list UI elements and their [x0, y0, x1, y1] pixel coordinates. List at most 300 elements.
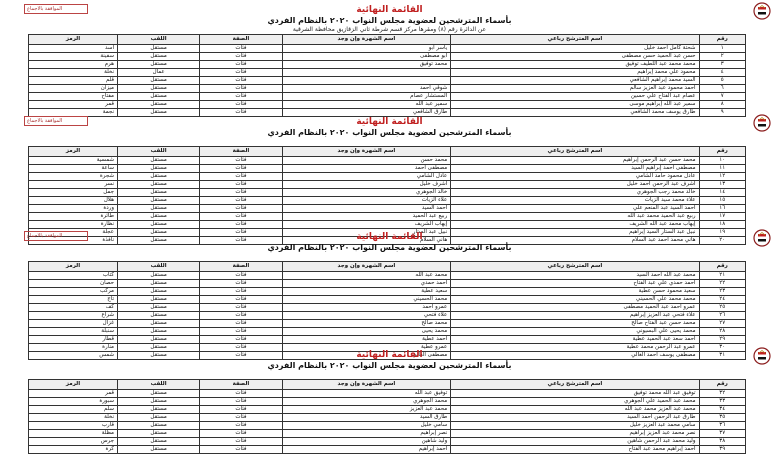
table-cell: فئات	[200, 157, 282, 165]
table-cell: مستقل	[118, 85, 200, 93]
column-header: اسم المترشح رباعي	[451, 380, 699, 390]
table-row	[29, 280, 746, 288]
table-cell: قلم	[29, 77, 118, 85]
table-cell: نصر محمد عبد العزيز إبراهيم	[451, 430, 699, 438]
table-row	[29, 85, 746, 93]
table-cell: مستقل	[118, 288, 200, 296]
table-cell: مستقل	[118, 438, 200, 446]
table-cell: عمرو عبد الرحمن محمد عطية	[451, 344, 699, 352]
table-cell: محمد عبد الحميد علي الجوهري	[451, 398, 699, 406]
candidates-table	[28, 379, 746, 454]
table-cell: فئات	[200, 189, 282, 197]
table-cell: طارق يوسف محمد الشافعي	[451, 109, 699, 117]
table-row	[29, 304, 746, 312]
table-cell: ٢٢	[699, 280, 745, 288]
table-cell: ١٢	[699, 173, 745, 181]
table-cell: مستقل	[118, 53, 200, 61]
table-cell: محمد محمد عبد اللطيف توفيق	[451, 61, 699, 69]
table-cell: ٢٦	[699, 312, 745, 320]
table-cell: مستقل	[118, 296, 200, 304]
table-cell: ٣	[699, 61, 745, 69]
table-cell: مصطفى الغالي	[282, 352, 451, 360]
table-cell: وردة	[29, 205, 118, 213]
table-cell: نجمة	[29, 109, 118, 117]
table-cell: سامي محمد عبد العزيز خليل	[451, 422, 699, 430]
table-cell: مستقل	[118, 336, 200, 344]
table-cell: ٧	[699, 93, 745, 101]
stamp-text: الموافقة بالاجماع	[27, 233, 63, 239]
table-cell: مفتاح	[29, 93, 118, 101]
list-subtitle: بأسماء المترشحين لعضوية مجلس النواب ٢٠٢٠ بالنظام الفردي	[267, 243, 512, 252]
table-cell: نصر إبراهيم	[282, 430, 451, 438]
table-cell: ربيع عبد الحميد	[282, 213, 451, 221]
column-header: الصفة	[200, 147, 282, 157]
table-cell: محمد الجوهري	[282, 398, 451, 406]
table-cell: محمد عبد الله أحمد السيد	[451, 272, 699, 280]
table-cell: فئات	[200, 280, 282, 288]
table-cell: شجرة	[29, 173, 118, 181]
table-cell: قمر	[29, 390, 118, 398]
candidates-table	[28, 34, 746, 117]
table-cell: مصطفى أحمد إبراهيم السيد	[451, 165, 699, 173]
table-cell: علاء محمد سيد الزيات	[451, 197, 699, 205]
table-cell: خالد محمد رجب الجوهري	[451, 189, 699, 197]
table-cell: ٥	[699, 77, 745, 85]
table-cell: ربيع عبد الحميد محمد عبد الله	[451, 213, 699, 221]
table-cell: علاء فتحي	[282, 312, 451, 320]
table-row	[29, 61, 746, 69]
table-row	[29, 320, 746, 328]
table-row	[29, 165, 746, 173]
table-cell: فئات	[200, 53, 282, 61]
table-cell: فئات	[200, 446, 282, 454]
table-cell: فئات	[200, 438, 282, 446]
table-cell: مستقل	[118, 165, 200, 173]
table-cell: مستقل	[118, 205, 200, 213]
table-row	[29, 53, 746, 61]
table-cell	[282, 69, 451, 77]
table-cell: ميزان	[29, 85, 118, 93]
table-cell: فئات	[200, 221, 282, 229]
table-cell: فئات	[200, 320, 282, 328]
table-cell: وليد شاهين	[282, 438, 451, 446]
column-header: الرمز	[29, 380, 118, 390]
table-cell: فئات	[200, 109, 282, 117]
table-cell: أشرف خليل	[282, 181, 451, 189]
column-header: اسم الشهرة وإن وجد	[282, 380, 451, 390]
table-row	[29, 422, 746, 430]
table-cell: سامي خليل	[282, 422, 451, 430]
table-cell: إيهاب محمد عبد الله الشريف	[451, 221, 699, 229]
table-row	[29, 312, 746, 320]
column-header: رقم	[699, 35, 745, 45]
table-cell: مستقل	[118, 312, 200, 320]
table-cell: قمر	[29, 101, 118, 109]
table-cell: ٣٧	[699, 430, 745, 438]
table-cell: شراع	[29, 312, 118, 320]
table-cell: أحمد سعد عبد الحميد عطية	[451, 336, 699, 344]
list-title: القائمة النهائية	[356, 350, 423, 360]
table-cell: أحمد محمود عبد العزيز سالم	[451, 85, 699, 93]
table-cell: مستقل	[118, 221, 200, 229]
table-cell: محمد عبد الله	[282, 272, 451, 280]
table-cell: فئات	[200, 61, 282, 69]
table-row	[29, 77, 746, 85]
table-cell: مستقل	[118, 344, 200, 352]
table-cell: قارب	[29, 422, 118, 430]
table-cell: شحتة كامل أحمد خليل	[451, 45, 699, 53]
table-row	[29, 173, 746, 181]
table-cell: ٢٠	[699, 237, 745, 245]
table-cell: محمد حسن	[282, 157, 451, 165]
candidates-table	[28, 261, 746, 360]
table-cell: مستقل	[118, 446, 200, 454]
table-cell: كرة	[29, 446, 118, 454]
table-cell: سمير عبد الله	[282, 101, 451, 109]
table-cell: نبيل عبد الستار السيد إبراهيم	[451, 229, 699, 237]
table-row	[29, 45, 746, 53]
column-header: اسم المترشح رباعي	[451, 262, 699, 272]
table-cell: مستقل	[118, 93, 200, 101]
table-cell: ٩	[699, 109, 745, 117]
table-cell: ٤	[699, 69, 745, 77]
table-cell: مستقل	[118, 197, 200, 205]
table-cell: محمود علي محمد إبراهيم	[451, 69, 699, 77]
table-cell: عمال	[118, 69, 200, 77]
table-cell: المستشار عصام	[282, 93, 451, 101]
column-header: الصفة	[200, 35, 282, 45]
table-cell: عمرو عطية	[282, 344, 451, 352]
table-row	[29, 221, 746, 229]
column-header: اللقب	[118, 147, 200, 157]
table-cell: محمد توفيق	[282, 61, 451, 69]
table-cell: ٣٥	[699, 414, 745, 422]
list-title: القائمة النهائية	[356, 117, 423, 127]
table-cell: مستقل	[118, 189, 200, 197]
list-subtitle: بأسماء المترشحين لعضوية مجلس النواب ٢٠٢٠ بالنظام الفردي	[267, 361, 512, 370]
column-header: اللقب	[118, 262, 200, 272]
table-cell: ١١	[699, 165, 745, 173]
table-cell: فئات	[200, 344, 282, 352]
table-cell: توفيق عبد الله محمد توفيق	[451, 390, 699, 398]
table-cell: مستقل	[118, 406, 200, 414]
table-row	[29, 93, 746, 101]
table-cell: مستقل	[118, 328, 200, 336]
table-cell: ٣٣	[699, 398, 745, 406]
table-cell: مستقل	[118, 414, 200, 422]
table-cell: هرم	[29, 61, 118, 69]
table-cell: ياسر ابو	[282, 45, 451, 53]
table-cell: نظارة	[29, 221, 118, 229]
table-cell: فئات	[200, 288, 282, 296]
table-cell: فئات	[200, 390, 282, 398]
table-cell: محمد حسن عبد الفتاح صالح	[451, 320, 699, 328]
table-cell: فئات	[200, 398, 282, 406]
table-row	[29, 288, 746, 296]
table-cell: ٣٠	[699, 344, 745, 352]
table-header-row	[29, 35, 746, 45]
table-cell: ٢٣	[699, 288, 745, 296]
table-cell: عمرو أحمد	[282, 304, 451, 312]
table-cell: أحمد حمدي علي عبد الفتاح	[451, 280, 699, 288]
table-cell: ١	[699, 45, 745, 53]
column-header: رقم	[699, 147, 745, 157]
table-cell: شوقي أحمد	[282, 85, 451, 93]
table-cell: مستقل	[118, 272, 200, 280]
column-header: رقم	[699, 380, 745, 390]
table-cell: ٦	[699, 85, 745, 93]
table-cell: منارة	[29, 344, 118, 352]
table-cell: ٣٢	[699, 390, 745, 398]
table-cell: مستقل	[118, 352, 200, 360]
table-row	[29, 446, 746, 454]
table-cell: ٢٧	[699, 320, 745, 328]
table-cell: سفينة	[29, 53, 118, 61]
table-cell: شمسية	[29, 157, 118, 165]
table-cell: مستقل	[118, 109, 200, 117]
stamp-text: الموافقة بالاجماع	[27, 6, 63, 12]
table-row	[29, 101, 746, 109]
table-cell: ٣٤	[699, 406, 745, 414]
list-title: القائمة النهائية	[356, 232, 423, 242]
table-cell: مصطفى يوسف أحمد الغالي	[451, 352, 699, 360]
table-cell: عادل الشامي	[282, 173, 451, 181]
table-cell: ٣٩	[699, 446, 745, 454]
table-cell: أحمد إبراهيم	[282, 446, 451, 454]
table-cell: فئات	[200, 205, 282, 213]
table-cell: ٢٨	[699, 328, 745, 336]
table-row	[29, 69, 746, 77]
table-cell: هلال	[29, 197, 118, 205]
column-header: الصفة	[200, 262, 282, 272]
table-cell: مستقل	[118, 430, 200, 438]
table-cell: محمد حسن عبد الرحمن إبراهيم	[451, 157, 699, 165]
column-header: الرمز	[29, 35, 118, 45]
table-cell: سلم	[29, 406, 118, 414]
table-cell: محمد عبد العزيز محمد عبد الله	[451, 406, 699, 414]
table-cell: ١٨	[699, 221, 745, 229]
table-row	[29, 390, 746, 398]
table-cell: ٨	[699, 101, 745, 109]
table-cell: محمد يحيى	[282, 328, 451, 336]
table-cell: مستقل	[118, 45, 200, 53]
column-header: اسم المترشح رباعي	[451, 35, 699, 45]
table-row	[29, 296, 746, 304]
table-cell: فئات	[200, 328, 282, 336]
table-cell: سنبلة	[29, 328, 118, 336]
table-cell: السيد محمد إبراهيم الشافعي	[451, 77, 699, 85]
table-cell: فئات	[200, 197, 282, 205]
table-cell: نبيل عبد الستار	[282, 229, 451, 237]
table-cell: توفيق عبد الله	[282, 390, 451, 398]
table-cell: طارق عبد الرحمن أحمد السيد	[451, 414, 699, 422]
table-cell: مصطفى أحمد	[282, 165, 451, 173]
table-cell: ٣٦	[699, 422, 745, 430]
table-cell: فئات	[200, 430, 282, 438]
table-cell: مركب	[29, 288, 118, 296]
column-header: اسم الشهرة وإن وجد	[282, 262, 451, 272]
table-cell: مستقل	[118, 390, 200, 398]
table-cell: مستقل	[118, 181, 200, 189]
table-row	[29, 272, 746, 280]
table-cell: وليد محمد عبد الرحمن شاهين	[451, 438, 699, 446]
table-cell: فئات	[200, 229, 282, 237]
table-cell: ١٧	[699, 213, 745, 221]
table-cell: مستقل	[118, 101, 200, 109]
table-cell: فئات	[200, 272, 282, 280]
column-header: اسم الشهرة وإن وجد	[282, 35, 451, 45]
table-cell: أحمد إبراهيم محمد عبد الفتاح	[451, 446, 699, 454]
table-cell: كتاب	[29, 272, 118, 280]
district-info: عن الدائرة رقم (٨) ومقرها مركز قسم شرطة ثاني الزقازيق محافظة الشرقية	[292, 26, 487, 33]
table-cell: فئات	[200, 304, 282, 312]
table-cell: علاء الزيات	[282, 197, 451, 205]
table-row	[29, 406, 746, 414]
table-row	[29, 213, 746, 221]
table-cell: أحمد السيد عبد المنعم علي	[451, 205, 699, 213]
column-header: الرمز	[29, 262, 118, 272]
table-cell: ٢	[699, 53, 745, 61]
table-cell: فئات	[200, 101, 282, 109]
column-header: اللقب	[118, 35, 200, 45]
table-cell: فئات	[200, 312, 282, 320]
table-row	[29, 109, 746, 117]
table-cell: أحمد السيد	[282, 205, 451, 213]
table-cell: نخلة	[29, 69, 118, 77]
table-cell: فئات	[200, 406, 282, 414]
table-row	[29, 336, 746, 344]
table-cell: علاء فتحي عبد العزيز إبراهيم	[451, 312, 699, 320]
table-cell: ٣١	[699, 352, 745, 360]
table-cell: أحمد عطية	[282, 336, 451, 344]
candidates-table	[28, 146, 746, 245]
table-row	[29, 181, 746, 189]
table-cell: فئات	[200, 422, 282, 430]
table-cell: محمد محمد علي الحسيني	[451, 296, 699, 304]
table-cell: فئات	[200, 85, 282, 93]
table-cell: سعيد عطية	[282, 288, 451, 296]
table-cell: حسن عبد الحميد حسن مصطفى	[451, 53, 699, 61]
table-cell: فئات	[200, 414, 282, 422]
table-cell: ابو مصطفى	[282, 53, 451, 61]
table-cell: فئات	[200, 296, 282, 304]
table-row	[29, 430, 746, 438]
table-cell: طارق الشافعي	[282, 109, 451, 117]
table-cell: فئات	[200, 336, 282, 344]
table-cell: إيهاب الشريف	[282, 221, 451, 229]
table-cell: مستقل	[118, 280, 200, 288]
table-cell: مستقل	[118, 229, 200, 237]
table-cell: فئات	[200, 165, 282, 173]
table-cell: فئات	[200, 237, 282, 245]
table-header-row	[29, 380, 746, 390]
table-cell: مستقل	[118, 173, 200, 181]
table-cell: ١٣	[699, 181, 745, 189]
table-cell: ١٦	[699, 205, 745, 213]
column-header: رقم	[699, 262, 745, 272]
table-cell: ١٤	[699, 189, 745, 197]
table-cell: فئات	[200, 45, 282, 53]
table-cell: أسد	[29, 45, 118, 53]
table-row	[29, 205, 746, 213]
table-row	[29, 189, 746, 197]
table-row	[29, 398, 746, 406]
table-cell: هاني السلام	[282, 237, 451, 245]
table-header-row	[29, 262, 746, 272]
table-cell: مستقل	[118, 61, 200, 69]
table-cell: عمرو أحمد عبد الحميد مصطفى	[451, 304, 699, 312]
table-cell	[282, 77, 451, 85]
table-cell: عصام عبد الفتاح علي حسين	[451, 93, 699, 101]
table-cell: ٢٩	[699, 336, 745, 344]
table-cell: ٢١	[699, 272, 745, 280]
table-cell: ١٠	[699, 157, 745, 165]
column-header: الصفة	[200, 380, 282, 390]
column-header: اسم الشهرة وإن وجد	[282, 147, 451, 157]
table-row	[29, 157, 746, 165]
table-cell: مستقل	[118, 237, 200, 245]
table-cell: فئات	[200, 93, 282, 101]
table-cell: فئات	[200, 173, 282, 181]
table-cell: محمد صالح	[282, 320, 451, 328]
table-cell: ٣٨	[699, 438, 745, 446]
table-cell: طارق السيد	[282, 414, 451, 422]
table-cell: سبورة	[29, 398, 118, 406]
table-cell: عادل محمود حامد الشامي	[451, 173, 699, 181]
table-cell: ٢٤	[699, 296, 745, 304]
list-title: القائمة النهائية	[356, 5, 423, 15]
table-cell: ٢٥	[699, 304, 745, 312]
table-cell: قطار	[29, 336, 118, 344]
column-header: اللقب	[118, 380, 200, 390]
table-cell: جمل	[29, 189, 118, 197]
column-header: الرمز	[29, 147, 118, 157]
table-cell: مظلة	[29, 430, 118, 438]
table-cell: ١٩	[699, 229, 745, 237]
table-cell: كف	[29, 304, 118, 312]
table-row	[29, 414, 746, 422]
table-cell: مستقل	[118, 398, 200, 406]
table-cell: نافذة	[29, 237, 118, 245]
table-cell: مستقل	[118, 422, 200, 430]
stamp-text: الموافقة بالاجماع	[27, 118, 63, 124]
table-cell: فئات	[200, 77, 282, 85]
column-header: اسم المترشح رباعي	[451, 147, 699, 157]
table-cell: فئات	[200, 213, 282, 221]
table-cell: غزال	[29, 320, 118, 328]
table-cell: سعيد محمود حسن عطية	[451, 288, 699, 296]
table-cell: مستقل	[118, 77, 200, 85]
table-cell: مستقل	[118, 320, 200, 328]
table-cell: هاني محمد أحمد عبد السلام	[451, 237, 699, 245]
table-cell: فئات	[200, 69, 282, 77]
list-subtitle: بأسماء المترشحين لعضوية مجلس النواب ٢٠٢٠ بالنظام الفردي	[267, 128, 512, 137]
table-cell: نسر	[29, 181, 118, 189]
table-cell: حصان	[29, 280, 118, 288]
table-cell: شمس	[29, 352, 118, 360]
table-cell: طائرة	[29, 213, 118, 221]
table-cell: مستقل	[118, 157, 200, 165]
table-cell: محمد عبد العزيز	[282, 406, 451, 414]
table-cell: ١٥	[699, 197, 745, 205]
table-cell: سمير عبد الله إبراهيم موسى	[451, 101, 699, 109]
table-cell: عجلة	[29, 229, 118, 237]
table-cell: محمد الحسيني	[282, 296, 451, 304]
table-cell: محمد يحيى علي البسيوني	[451, 328, 699, 336]
table-row	[29, 328, 746, 336]
table-cell: خالد الجوهري	[282, 189, 451, 197]
table-cell: أحمد حمدي	[282, 280, 451, 288]
